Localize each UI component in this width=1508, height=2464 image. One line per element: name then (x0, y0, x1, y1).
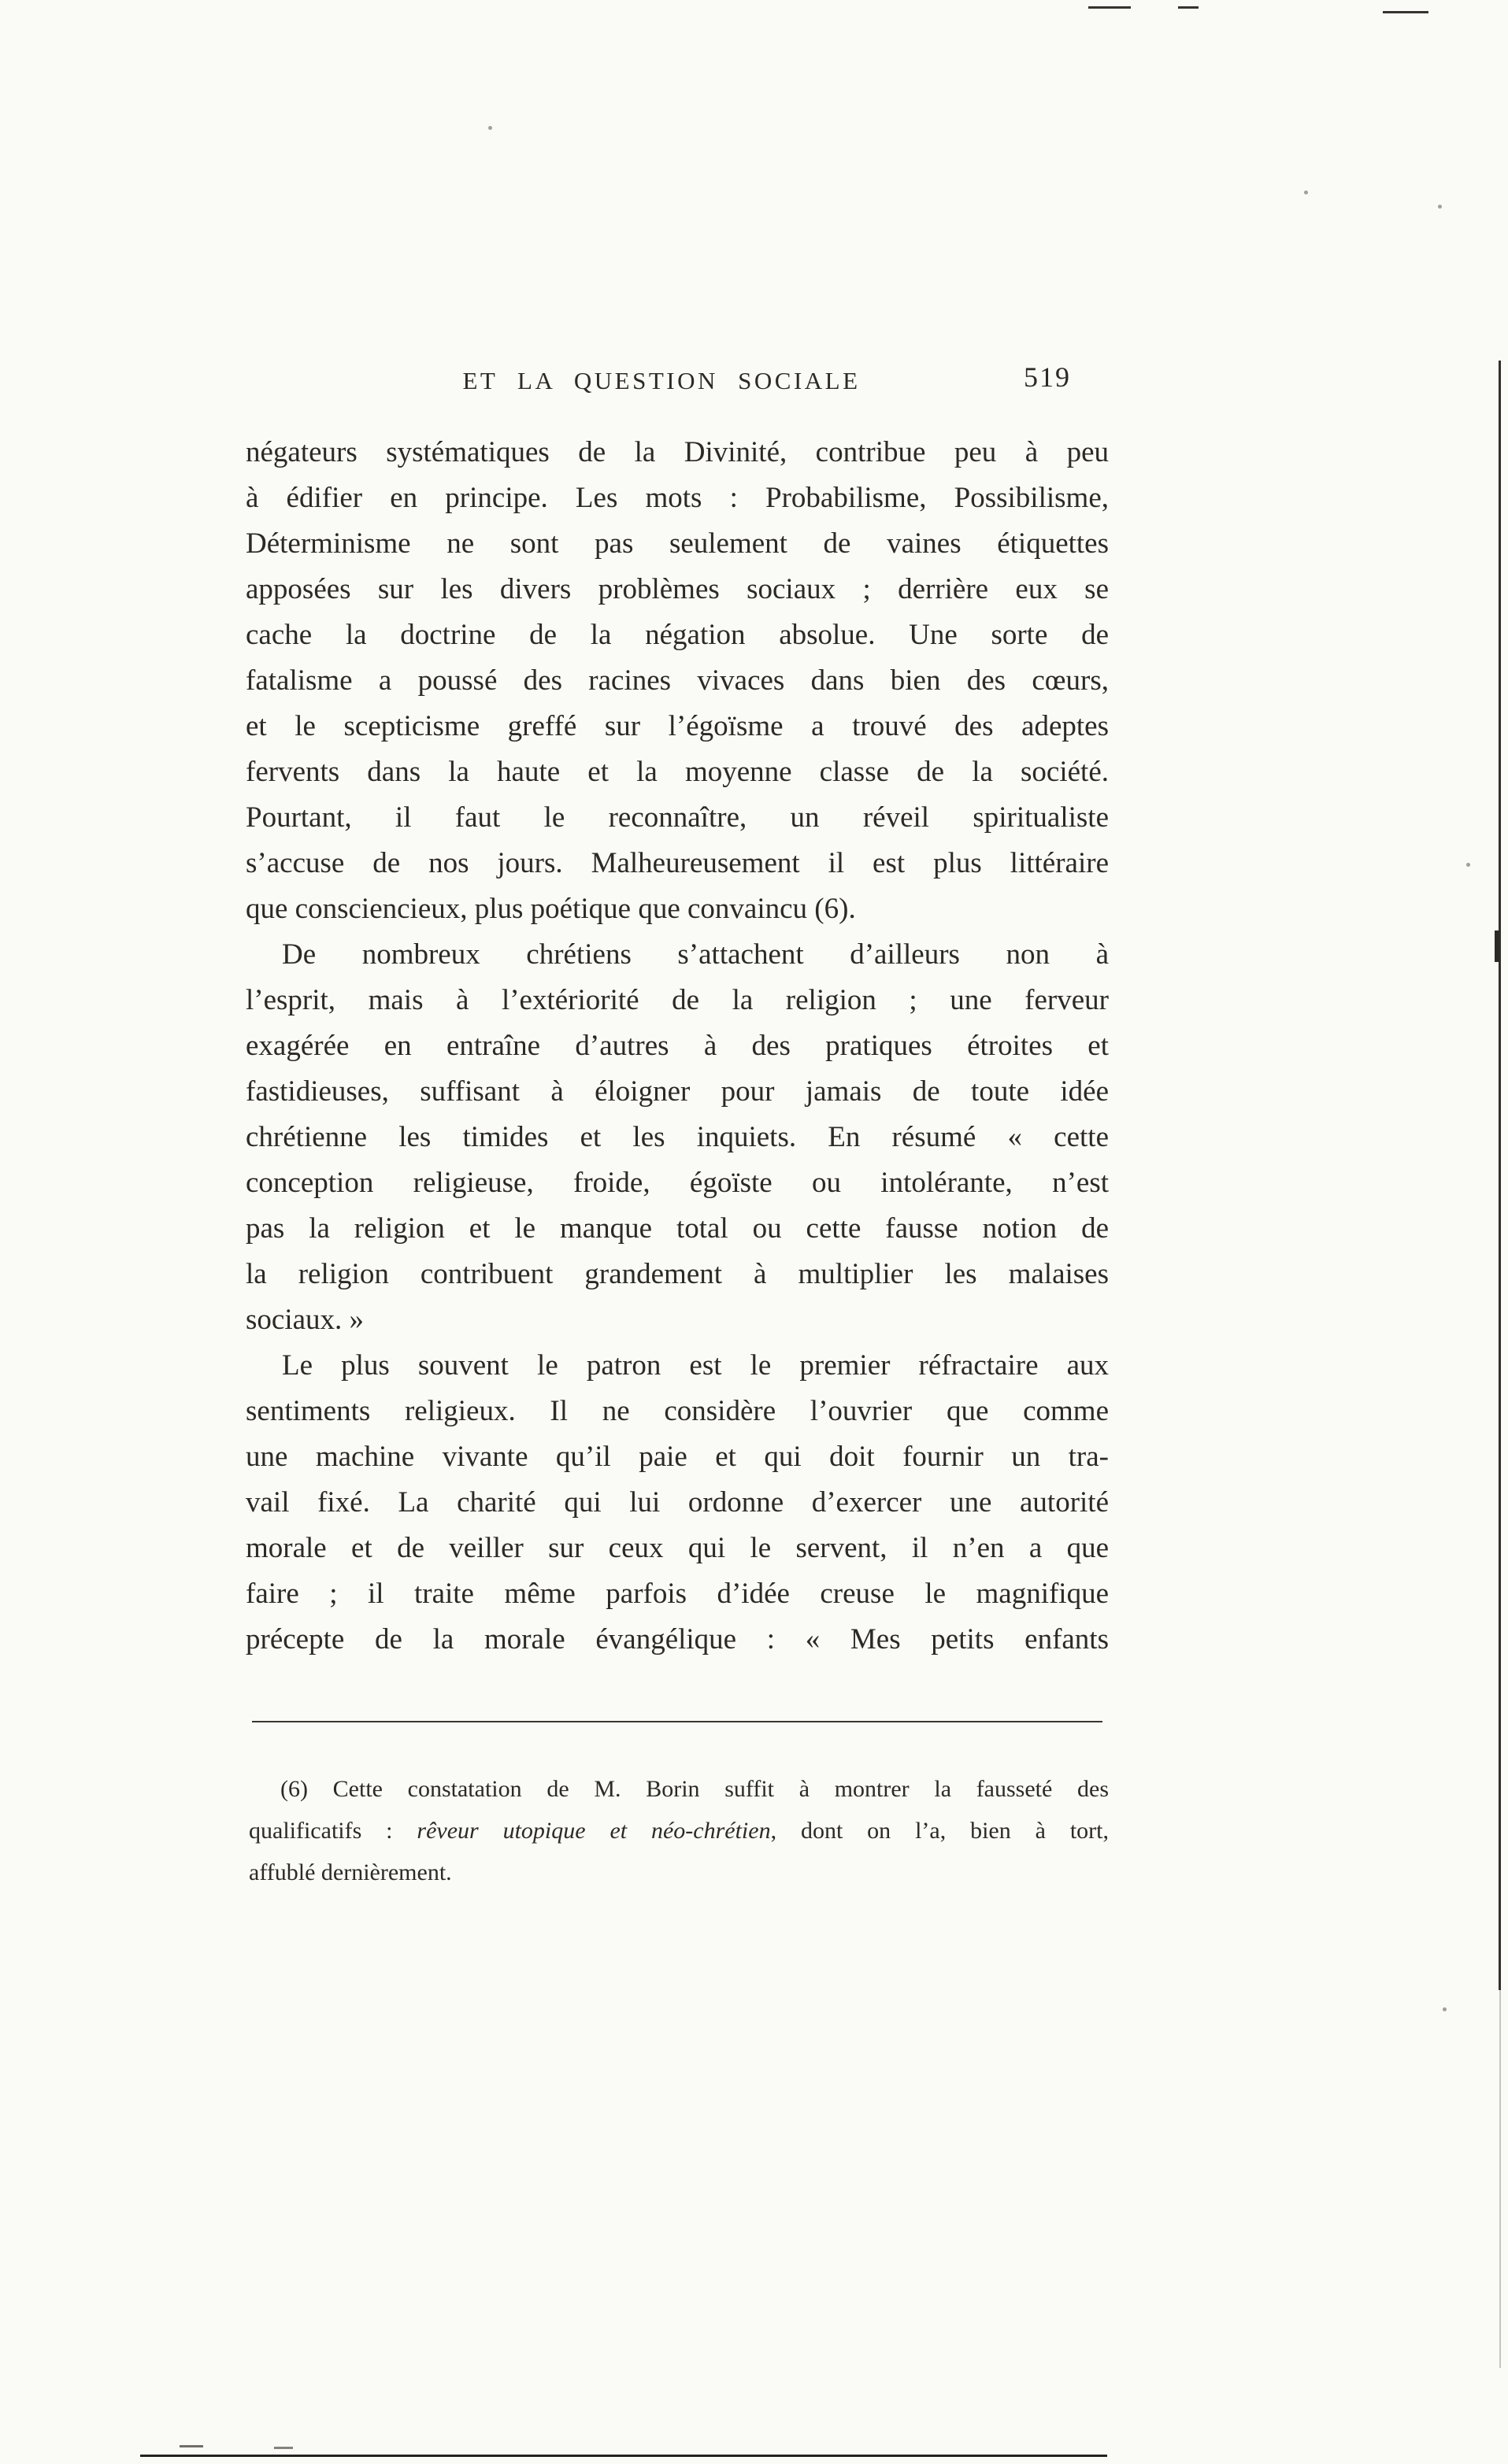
text-segment: , dont on l’a, bien à tort, (770, 1818, 1109, 1844)
scan-mark-bottom-tick (274, 2447, 293, 2449)
text-segment: qualificatifs : (249, 1818, 417, 1844)
text-line: conception religieuse, froide, égoïste ou intolérante, n’est (246, 1167, 1109, 1199)
scan-mark-speck (1443, 2007, 1447, 2011)
text-line: négateurs systématiques de la Divinité, contribue peu à peu (246, 436, 1109, 468)
paragraph (246, 932, 1109, 1343)
text-line: une machine vivante qu’il paie et qui doit fournir un tra- (246, 1441, 1109, 1473)
text-line: Le plus souvent le patron est le premier réfractaire aux (282, 1349, 1109, 1382)
text-line: s’accuse de nos jours. Malheureusement il est plus littéraire (246, 847, 1109, 879)
page-number: 519 (1024, 361, 1071, 393)
scan-mark-page-edge-line-faint (1499, 1990, 1501, 2368)
text-line: sociaux. » (246, 1304, 365, 1336)
text-segment: affublé dernièrement. (249, 1859, 452, 1885)
text-line: sentiments religieux. Il ne considère l’ouvrier que comme (246, 1395, 1109, 1427)
text-line: Déterminisme ne sont pas seulement de vaines étiquettes (246, 527, 1109, 560)
scan-mark-top-dash (1178, 6, 1199, 9)
footnote-separator (252, 1721, 1102, 1722)
text-line: précepte de la morale évangélique : « Mes petits enfants (246, 1623, 1109, 1656)
text-line: fatalisme a poussé des racines vivaces dans bien des cœurs, (246, 664, 1109, 697)
scan-mark-speck (1466, 863, 1470, 867)
text-segment: (6) Cette constatation de M. Borin suffit à montrer la fausseté des (280, 1776, 1109, 1802)
body-text (246, 430, 1109, 1663)
text-line: l’esprit, mais à l’extériorité de la religion ; une ferveur (246, 984, 1109, 1016)
text-line: Pourtant, il faut le reconnaître, un réveil spiritualiste (246, 801, 1109, 834)
scan-mark-top-dash (1383, 11, 1428, 13)
scan-mark-speck (1304, 191, 1308, 194)
text-line: morale et de veiller sur ceux qui le servent, il n’en a que (246, 1532, 1109, 1564)
text-line: et le scepticisme greffé sur l’égoïsme a trouvé des adeptes (246, 710, 1109, 742)
text-line: fervents dans la haute et la moyenne classe de la société. (246, 756, 1109, 788)
scan-mark-speck (1438, 205, 1442, 209)
text-line: que consciencieux, plus poétique que convaincu (6). (246, 893, 856, 925)
scan-mark-page-edge-line (1499, 361, 1501, 1990)
footnote-line (249, 1852, 1109, 1893)
text-line: vail fixé. La charité qui lui ordonne d’exercer une autorité (246, 1486, 1109, 1519)
text-line: De nombreux chrétiens s’attachent d’ailleurs non à (282, 938, 1109, 971)
text-line: exagérée en entraîne d’autres à des pratiques étroites et (246, 1030, 1109, 1062)
scan-mark-bottom-edge-line (140, 2455, 1107, 2457)
scan-mark-bottom-tick (180, 2445, 203, 2447)
text-line: faire ; il traite même parfois d’idée creuse le magnifique (246, 1578, 1109, 1610)
text-line: la religion contribuent grandement à multiplier les malaises (246, 1258, 1109, 1290)
italic-text: rêveur utopique et néo-chrétien (417, 1818, 771, 1844)
footnote (249, 1768, 1109, 1893)
scan-mark-edge-blot (1495, 930, 1499, 962)
text-line: pas la religion et le manque total ou cette fausse notion de (246, 1212, 1109, 1245)
scan-mark-top-dash (1088, 6, 1131, 9)
paragraph (246, 1343, 1109, 1663)
text-line: chrétienne les timides et les inquiets. En résumé « cette (246, 1121, 1109, 1153)
footnote-line (249, 1810, 1109, 1852)
text-line: apposées sur les divers problèmes sociaux ; derrière eux se (246, 573, 1109, 605)
scan-mark-speck (488, 126, 492, 130)
footnote-line (249, 1768, 1109, 1810)
text-line: à édifier en principe. Les mots : Probabilisme, Possibilisme, (246, 482, 1109, 514)
text-line: fastidieuses, suffisant à éloigner pour jamais de toute idée (246, 1075, 1109, 1108)
text-line: cache la doctrine de la négation absolue. Une sorte de (246, 619, 1109, 651)
running-title: ET LA QUESTION SOCIALE (462, 367, 861, 394)
paragraph (246, 430, 1109, 932)
